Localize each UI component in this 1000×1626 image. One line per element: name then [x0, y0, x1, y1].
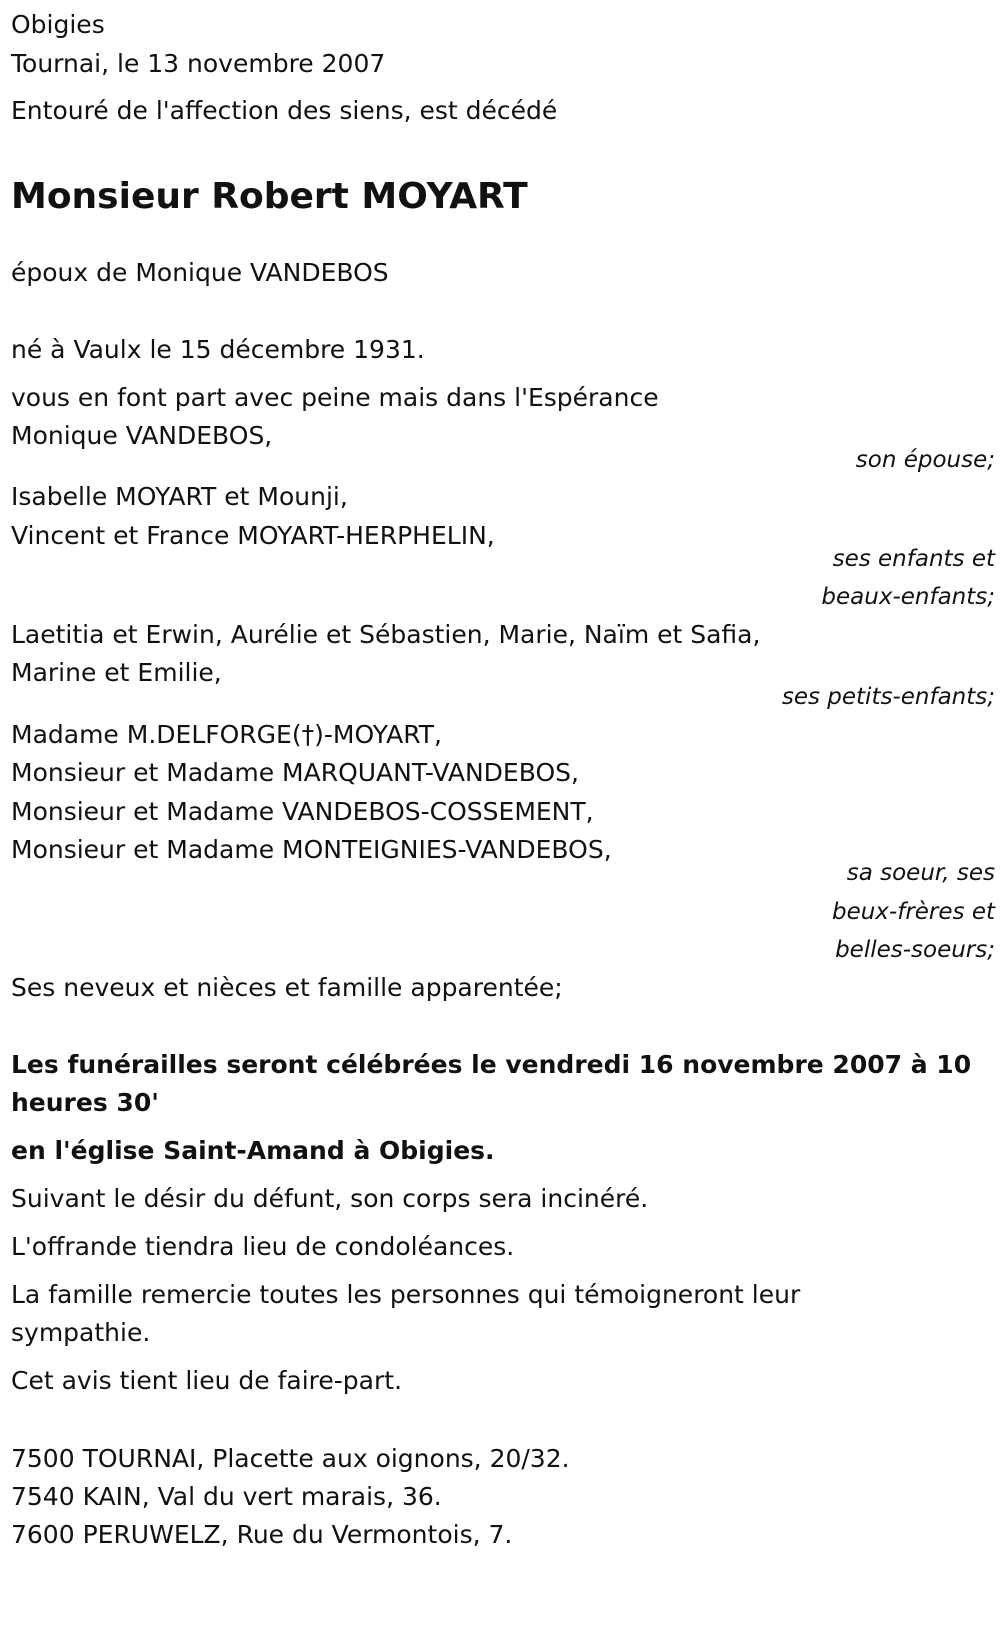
children-relation-1: ses enfants et: [832, 546, 995, 572]
cremation-line: Suivant le désir du défunt, son corps sera incinéré.: [11, 1184, 649, 1213]
grandchildren-relation: ses petits-enfants;: [781, 684, 995, 710]
funeral-line-1: Les funérailles seront célébrées le vendredi 16 novembre 2007 à 10: [11, 1050, 972, 1079]
address-line: 7500 TOURNAI, Placette aux oignons, 20/32.: [11, 1444, 570, 1473]
place-line: Obigies: [11, 10, 105, 39]
offering-line: L'offrande tiendra lieu de condoléances.: [11, 1232, 515, 1261]
extended-family-line: Ses neveux et nièces et famille apparentée;: [11, 973, 563, 1002]
children-line-1: Isabelle MOYART et Mounji,: [11, 482, 348, 511]
date-line: Tournai, le 13 novembre 2007: [11, 49, 386, 78]
church-line: en l'église Saint-Amand à Obigies.: [11, 1136, 495, 1165]
intro-line: Entouré de l'affection des siens, est décédé: [11, 96, 558, 125]
spouse-relation: son épouse;: [855, 447, 995, 473]
address-line: 7540 KAIN, Val du vert marais, 36.: [11, 1482, 442, 1511]
spouse-line: époux de Monique VANDEBOS: [11, 258, 389, 287]
children-line-2: Vincent et France MOYART-HERPHELIN,: [11, 521, 495, 550]
siblings-line-4: Monsieur et Madame MONTEIGNIES-VANDEBOS,: [11, 835, 612, 864]
address-line: 7600 PERUWELZ, Rue du Vermontois, 7.: [11, 1520, 513, 1549]
siblings-line-2: Monsieur et Madame MARQUANT-VANDEBOS,: [11, 758, 579, 787]
siblings-relation-3: belles-soeurs;: [835, 937, 995, 963]
family-intro-line: vous en font part avec peine mais dans l'Espérance: [11, 383, 659, 412]
deceased-name: Monsieur Robert MOYART: [11, 176, 528, 217]
birth-line: né à Vaulx le 15 décembre 1931.: [11, 335, 425, 364]
spouse-name-line: Monique VANDEBOS,: [11, 421, 273, 450]
siblings-relation-2: beux-frères et: [831, 899, 995, 925]
siblings-line-1: Madame M.DELFORGE(†)-MOYART,: [11, 720, 442, 749]
siblings-line-3: Monsieur et Madame VANDEBOS-COSSEMENT,: [11, 797, 594, 826]
obituary-notice: [11, 0, 995, 1626]
children-relation-2: beaux-enfants;: [821, 584, 995, 610]
siblings-relation-1: sa soeur, ses: [846, 860, 995, 886]
funeral-line-2: heures 30': [11, 1088, 159, 1117]
thanks-line-2: sympathie.: [11, 1318, 151, 1347]
grandchildren-line-2: Marine et Emilie,: [11, 658, 222, 687]
thanks-line-1: La famille remercie toutes les personnes qui témoigneront leur: [11, 1280, 801, 1309]
notice-line: Cet avis tient lieu de faire-part.: [11, 1366, 403, 1395]
grandchildren-line-1: Laetitia et Erwin, Aurélie et Sébastien, Marie, Naïm et Safia,: [11, 620, 761, 649]
